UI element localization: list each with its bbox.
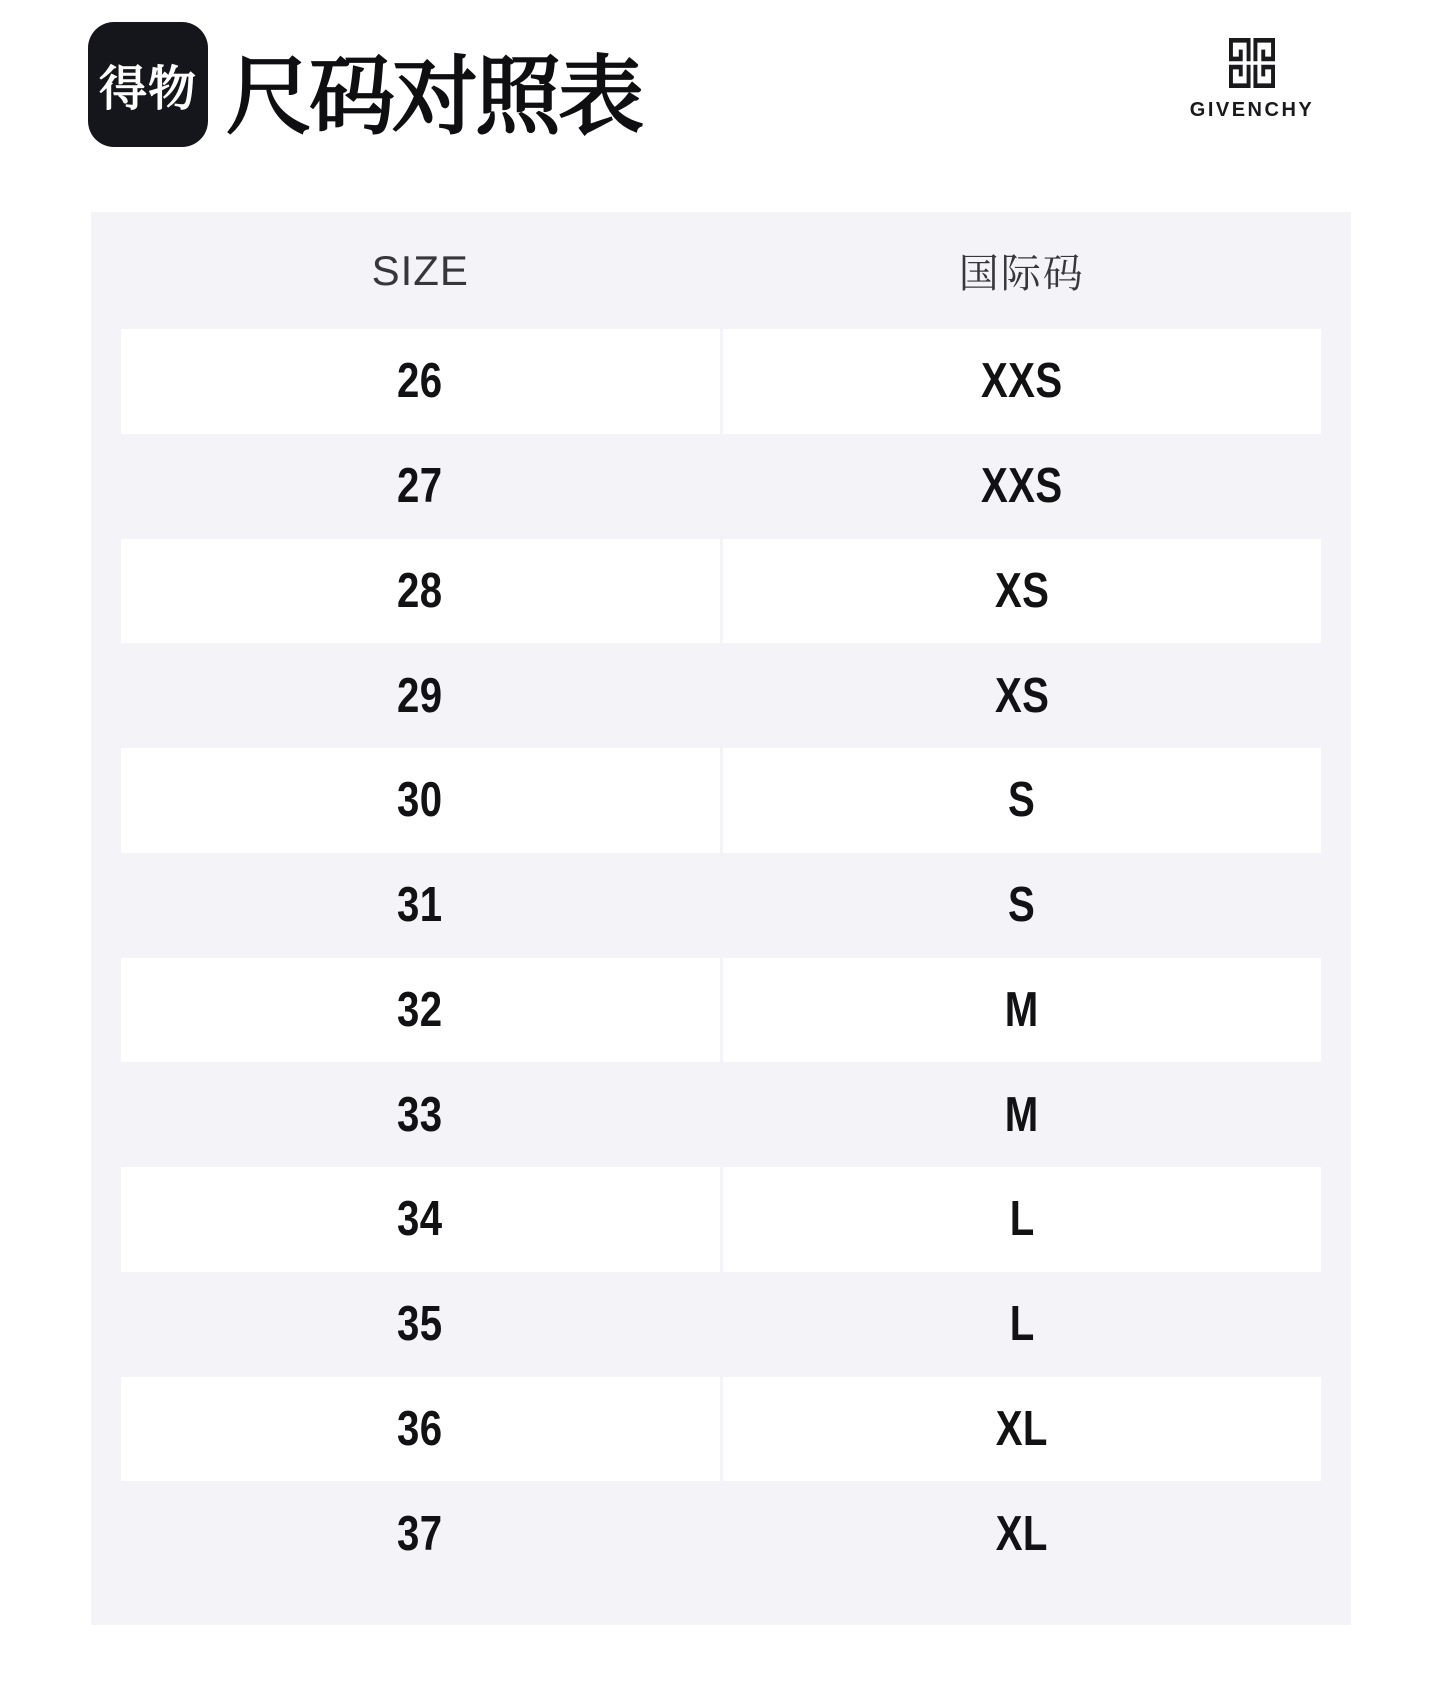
size-cell: 36 xyxy=(121,1377,720,1482)
international-size-cell: XXS xyxy=(723,329,1322,434)
size-cell: 31 xyxy=(397,878,444,933)
size-comparison-table xyxy=(91,212,1351,1625)
international-size-cell: XS xyxy=(994,668,1049,723)
size-cell: 26 xyxy=(121,329,720,434)
dewu-logo-text: 得物 xyxy=(98,63,197,116)
brand-block xyxy=(1189,38,1315,122)
table-row xyxy=(121,1167,1321,1272)
table-row xyxy=(121,1481,1321,1586)
size-cell: 27 xyxy=(397,459,444,514)
size-cell: 30 xyxy=(121,748,720,853)
international-size-cell: S xyxy=(723,748,1322,853)
table-row xyxy=(121,1377,1321,1482)
page-title: 尺码对照表 xyxy=(226,49,641,145)
table-body xyxy=(91,329,1351,1586)
table-row xyxy=(121,1272,1321,1377)
size-cell: 35 xyxy=(397,1297,444,1352)
size-cell: 29 xyxy=(397,668,444,723)
size-cell: 32 xyxy=(121,958,720,1063)
international-size-cell: L xyxy=(1009,1297,1035,1352)
international-size-cell: XL xyxy=(995,1506,1048,1561)
table-row xyxy=(121,1062,1321,1167)
international-size-cell: L xyxy=(723,1167,1322,1272)
international-size-cell: S xyxy=(1008,878,1036,933)
size-cell: 33 xyxy=(397,1087,444,1142)
column-header-international-size: 国际码 xyxy=(958,252,1085,296)
table-row xyxy=(121,434,1321,539)
dewu-app-logo xyxy=(88,22,208,147)
international-size-cell: M xyxy=(723,958,1322,1063)
international-size-cell: XXS xyxy=(980,459,1063,514)
size-cell: 28 xyxy=(121,539,720,644)
table-row xyxy=(121,748,1321,853)
table-row xyxy=(121,329,1321,434)
international-size-cell: M xyxy=(1004,1087,1039,1142)
table-row xyxy=(121,643,1321,748)
size-cell: 37 xyxy=(397,1506,444,1561)
table-row xyxy=(121,958,1321,1063)
international-size-cell: XS xyxy=(723,539,1322,644)
column-header-size: SIZE xyxy=(371,246,469,294)
size-cell: 34 xyxy=(121,1167,720,1272)
table-row xyxy=(121,853,1321,958)
international-size-cell: XL xyxy=(723,1377,1322,1482)
givenchy-4g-monogram-icon xyxy=(1229,38,1275,88)
table-header-row xyxy=(91,212,1351,329)
brand-wordmark: GIVENCHY xyxy=(1189,99,1315,121)
table-row xyxy=(121,539,1321,644)
